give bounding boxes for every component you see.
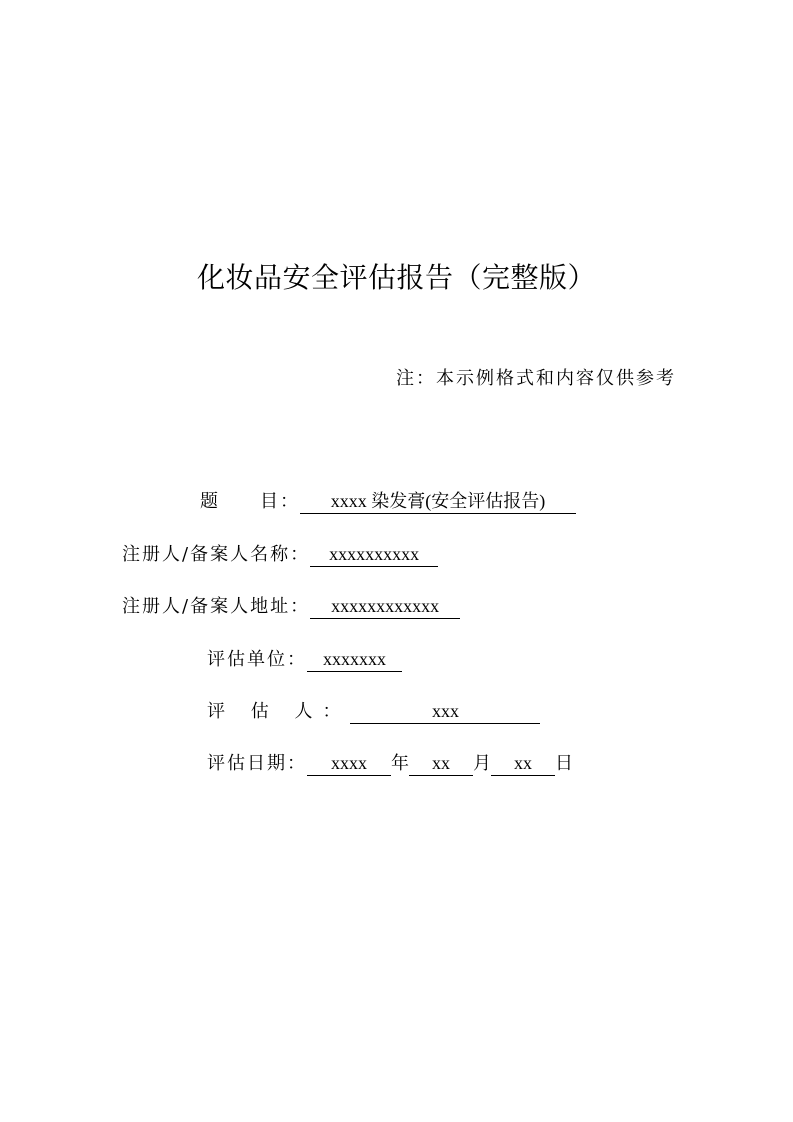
registrant-name-value: xxxxxxxxxx [310,542,438,567]
subject-label: 题 目： [200,491,300,512]
evaluator-label: 评 估 人： [207,701,351,722]
reference-note: 注：本示例格式和内容仅供参考 [396,368,676,389]
registrant-address-value: xxxxxxxxxxxx [310,594,460,619]
registrant-name-label: 注册人/备案人名称： [122,544,311,565]
evaluation-date-month: xx [409,751,473,776]
evaluator-value: xxx [350,699,540,724]
evaluation-date-year: xxxx [307,751,391,776]
evaluation-date-label: 评估日期： [207,753,307,774]
year-unit: 年 [391,753,409,774]
registrant-address-label: 注册人/备案人地址： [122,596,311,617]
month-unit: 月 [473,753,491,774]
subject-value: xxxx 染发膏(安全评估报告) [300,489,576,514]
registrant-name-field [122,542,438,568]
evaluation-unit-label: 评估单位： [207,649,307,670]
evaluation-unit-field [207,647,402,673]
evaluation-date-day: xx [491,751,555,776]
report-title: 化妆品安全评估报告（完整版） [196,261,596,294]
evaluation-date-field [207,751,573,777]
evaluation-unit-value: xxxxxxx [307,647,402,672]
evaluator-field [207,699,540,725]
day-unit: 日 [555,753,573,774]
registrant-address-field [122,594,460,620]
subject-field [200,489,576,515]
